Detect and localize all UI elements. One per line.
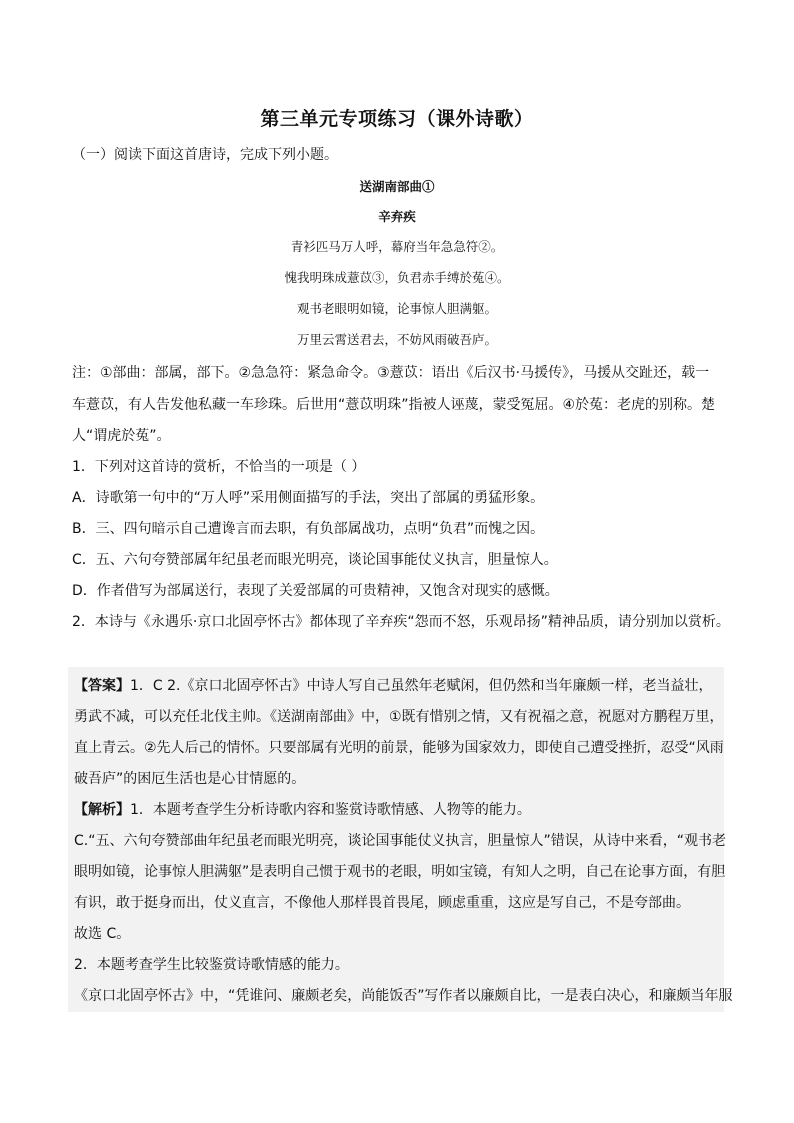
note-line: 注：①部曲：部属，部下。②急急符：紧急命令。③薏苡：语出《后汉书·马援传》，马援从交趾还，载一 <box>72 365 710 381</box>
analysis-line: 有识，敢于挺身而出，仗义直言，不像他人那样畏首畏尾，顾虑重重，这应是写自己，不是夸部曲。 <box>74 895 690 911</box>
answer-label: 【答案】 <box>74 678 130 694</box>
analysis-line: 故选 C。 <box>74 926 131 942</box>
poem-line: 愧我明珠成薏苡③，负君赤手缚於菟④。 <box>284 270 510 285</box>
answer-line: 破吾庐”的困厄生活也是心甘情愿的。 <box>74 771 306 787</box>
question-1: 1．下列对这首诗的赏析，不恰当的一项是（ ） <box>72 459 366 475</box>
analysis-line: 《京口北固亭怀古》中，“凭谁问、廉颇老矣，尚能饭否”写作者以廉颇自比，一是表白决心，和廉颇当年服 <box>74 988 733 1004</box>
poem-line: 万里云霄送君去，不妨风雨破吾庐。 <box>296 332 497 347</box>
option-a: A．诗歌第一句中的“万人呼”采用侧面描写的手法，突出了部属的勇猛形象。 <box>72 490 545 506</box>
analysis-line: 【解析】1．本题考查学生分析诗歌内容和鉴赏诗歌情感、人物等的能力。 <box>74 802 531 818</box>
poem-title: 送湖南部曲① <box>359 179 435 194</box>
option-d: D．作者借写为部属送行，表现了关爱部属的可贵精神，又饱含对现实的感慨。 <box>72 583 559 599</box>
note-line: 车薏苡，有人告发他私藏一车珍珠。后世用“薏苡明珠”指被人诬蔑，蒙受冤屈。④於菟：老虎的别称。楚 <box>72 397 716 413</box>
poem-line: 青衫匹马万人呼，幕府当年急急符②。 <box>290 239 504 254</box>
poem-line: 观书老眼明如镜，论事惊人胆满躯。 <box>296 301 497 316</box>
note-line: 人“谓虎於菟”。 <box>72 428 171 444</box>
answer-line: 直上青云。②先人后己的情怀。只要部属有光明的前景，能够为国家效力，即使自己遭受挫折，忍受“风雨 <box>74 740 724 756</box>
option-c: C．五、六句夸赞部属年纪虽老而眼光明亮，谈论国事能仗义执言，胆量惊人。 <box>72 552 558 568</box>
analysis-line: 2．本题考查学生比较鉴赏诗歌情感的能力。 <box>74 957 349 973</box>
answer-line: 【答案】1．C 2.《京口北固亭怀古》中诗人写自己虽然年老赋闲，但仍然和当年廉颇一样，老当益壮， <box>74 678 713 694</box>
page-title: 第三单元专项练习（课外诗歌） <box>260 108 534 130</box>
poem-author: 辛弃疾 <box>378 209 416 224</box>
analysis-line: C.“五、六句夸赞部曲年纪虽老而眼光明亮，谈论国事能仗义执言，胆量惊人”错误，从诗中来看，“观书老 <box>74 833 726 849</box>
analysis-line: 眼明如镜，论事惊人胆满躯”是表明自己惯于观书的老眼，明如宝镜，有知人之明，自己在论事方面，有胆 <box>74 864 726 880</box>
question-2: 2．本诗与《永遇乐·京口北固亭怀古》都体现了辛弃疾“怨而不怒，乐观昂扬”精神品质，请分别加以赏析。 <box>72 614 730 630</box>
option-b: B．三、四句暗示自己遭谗言而去职，有负部属战功，点明“负君”而愧之因。 <box>72 521 545 537</box>
intro-text: （一）阅读下面这首唐诗，完成下列小题。 <box>72 147 338 163</box>
analysis-label: 【解析】 <box>74 802 130 818</box>
answer-line: 勇武不减，可以充任北伐主帅。《送湖南部曲》中，①既有惜别之情，又有祝福之意，祝愿对方鹏程万里， <box>74 709 724 725</box>
